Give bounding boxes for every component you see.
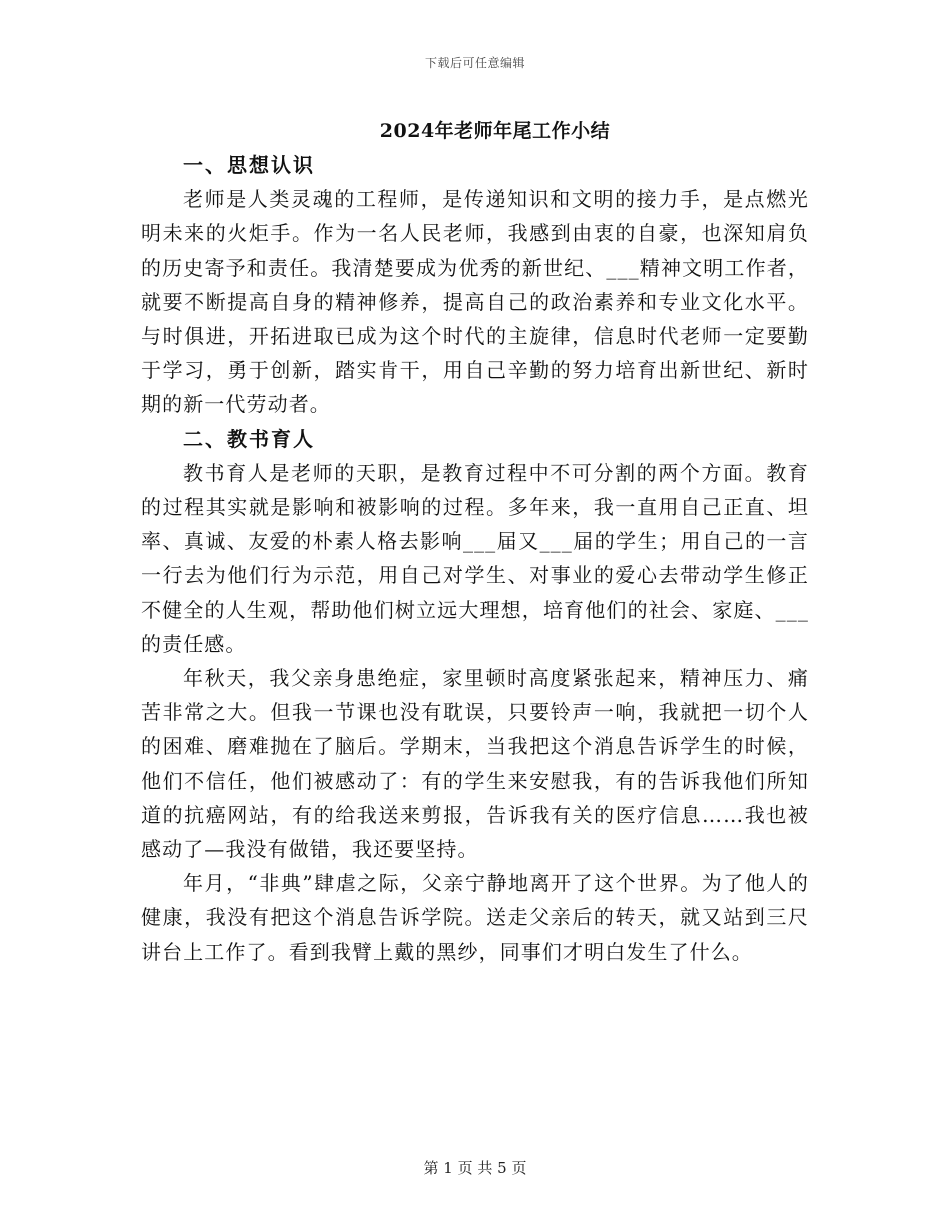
section-heading: 二、教书育人 (183, 426, 315, 451)
document-body (141, 148, 809, 969)
paragraph: 年秋天，我父亲身患绝症，家里顿时高度紧张起来，精神压力、痛苦非常之大。但我一节课也没有耽误，只要铃声一响，我就把一切个人的困难、磨难抛在了脑后。学期末，当我把这个消息告诉学生的时候，他们不信任，他们被感动了：有的学生来安慰我，有的告诉我他们所知道的抗癌网站，有的给我送来剪报，告诉我有关的医疗信息……我也被感动了—我没有做错，我还要坚持。 (141, 666, 809, 862)
page-number: 第 1 页 共 5 页 (423, 1159, 527, 1177)
paragraph: 年月，“非典”肆虐之际，父亲宁静地离开了这个世界。为了他人的健康，我没有把这个消息告诉学院。送走父亲后的转天，就又站到三尺讲台上工作了。看到我臂上戴的黑纱，同事们才明白发生了什么。 (141, 871, 809, 964)
paragraph: 老师是人类灵魂的工程师，是传递知识和文明的接力手，是点燃光明未来的火炬手。作为一名人民老师，我感到由衷的自豪，也深知肩负的历史寄予和责任。我清楚要成为优秀的新世纪、___精神文明工作者，就要不断提高自身的精神修养，提高自己的政治素养和专业文化水平。与时俱进，开拓进取已成为这个时代的主旋律，信息时代老师一定要勤于学习，勇于创新，踏实肯干，用自己辛勤的努力培育出新世纪、新时期的新一代劳动者。 (141, 187, 809, 417)
document-title: 2024年老师年尾工作小结 (379, 120, 611, 142)
section-heading: 一、思想认识 (183, 153, 315, 177)
paragraph: 教书育人是老师的天职，是教育过程中不可分割的两个方面。教育的过程其实就是影响和被影响的过程。多年来，我一直用自己正直、坦率、真诚、友爱的朴素人格去影响___届又___届的学生；用自己的一言一行去为他们行为示范，用自己对学生、对事业的爱心去带动学生修正不健全的人生观，帮助他们树立远大理想，培育他们的社会、家庭、___的责任感。 (141, 460, 809, 656)
page-header-note: 下载后可任意编辑 (424, 56, 525, 70)
